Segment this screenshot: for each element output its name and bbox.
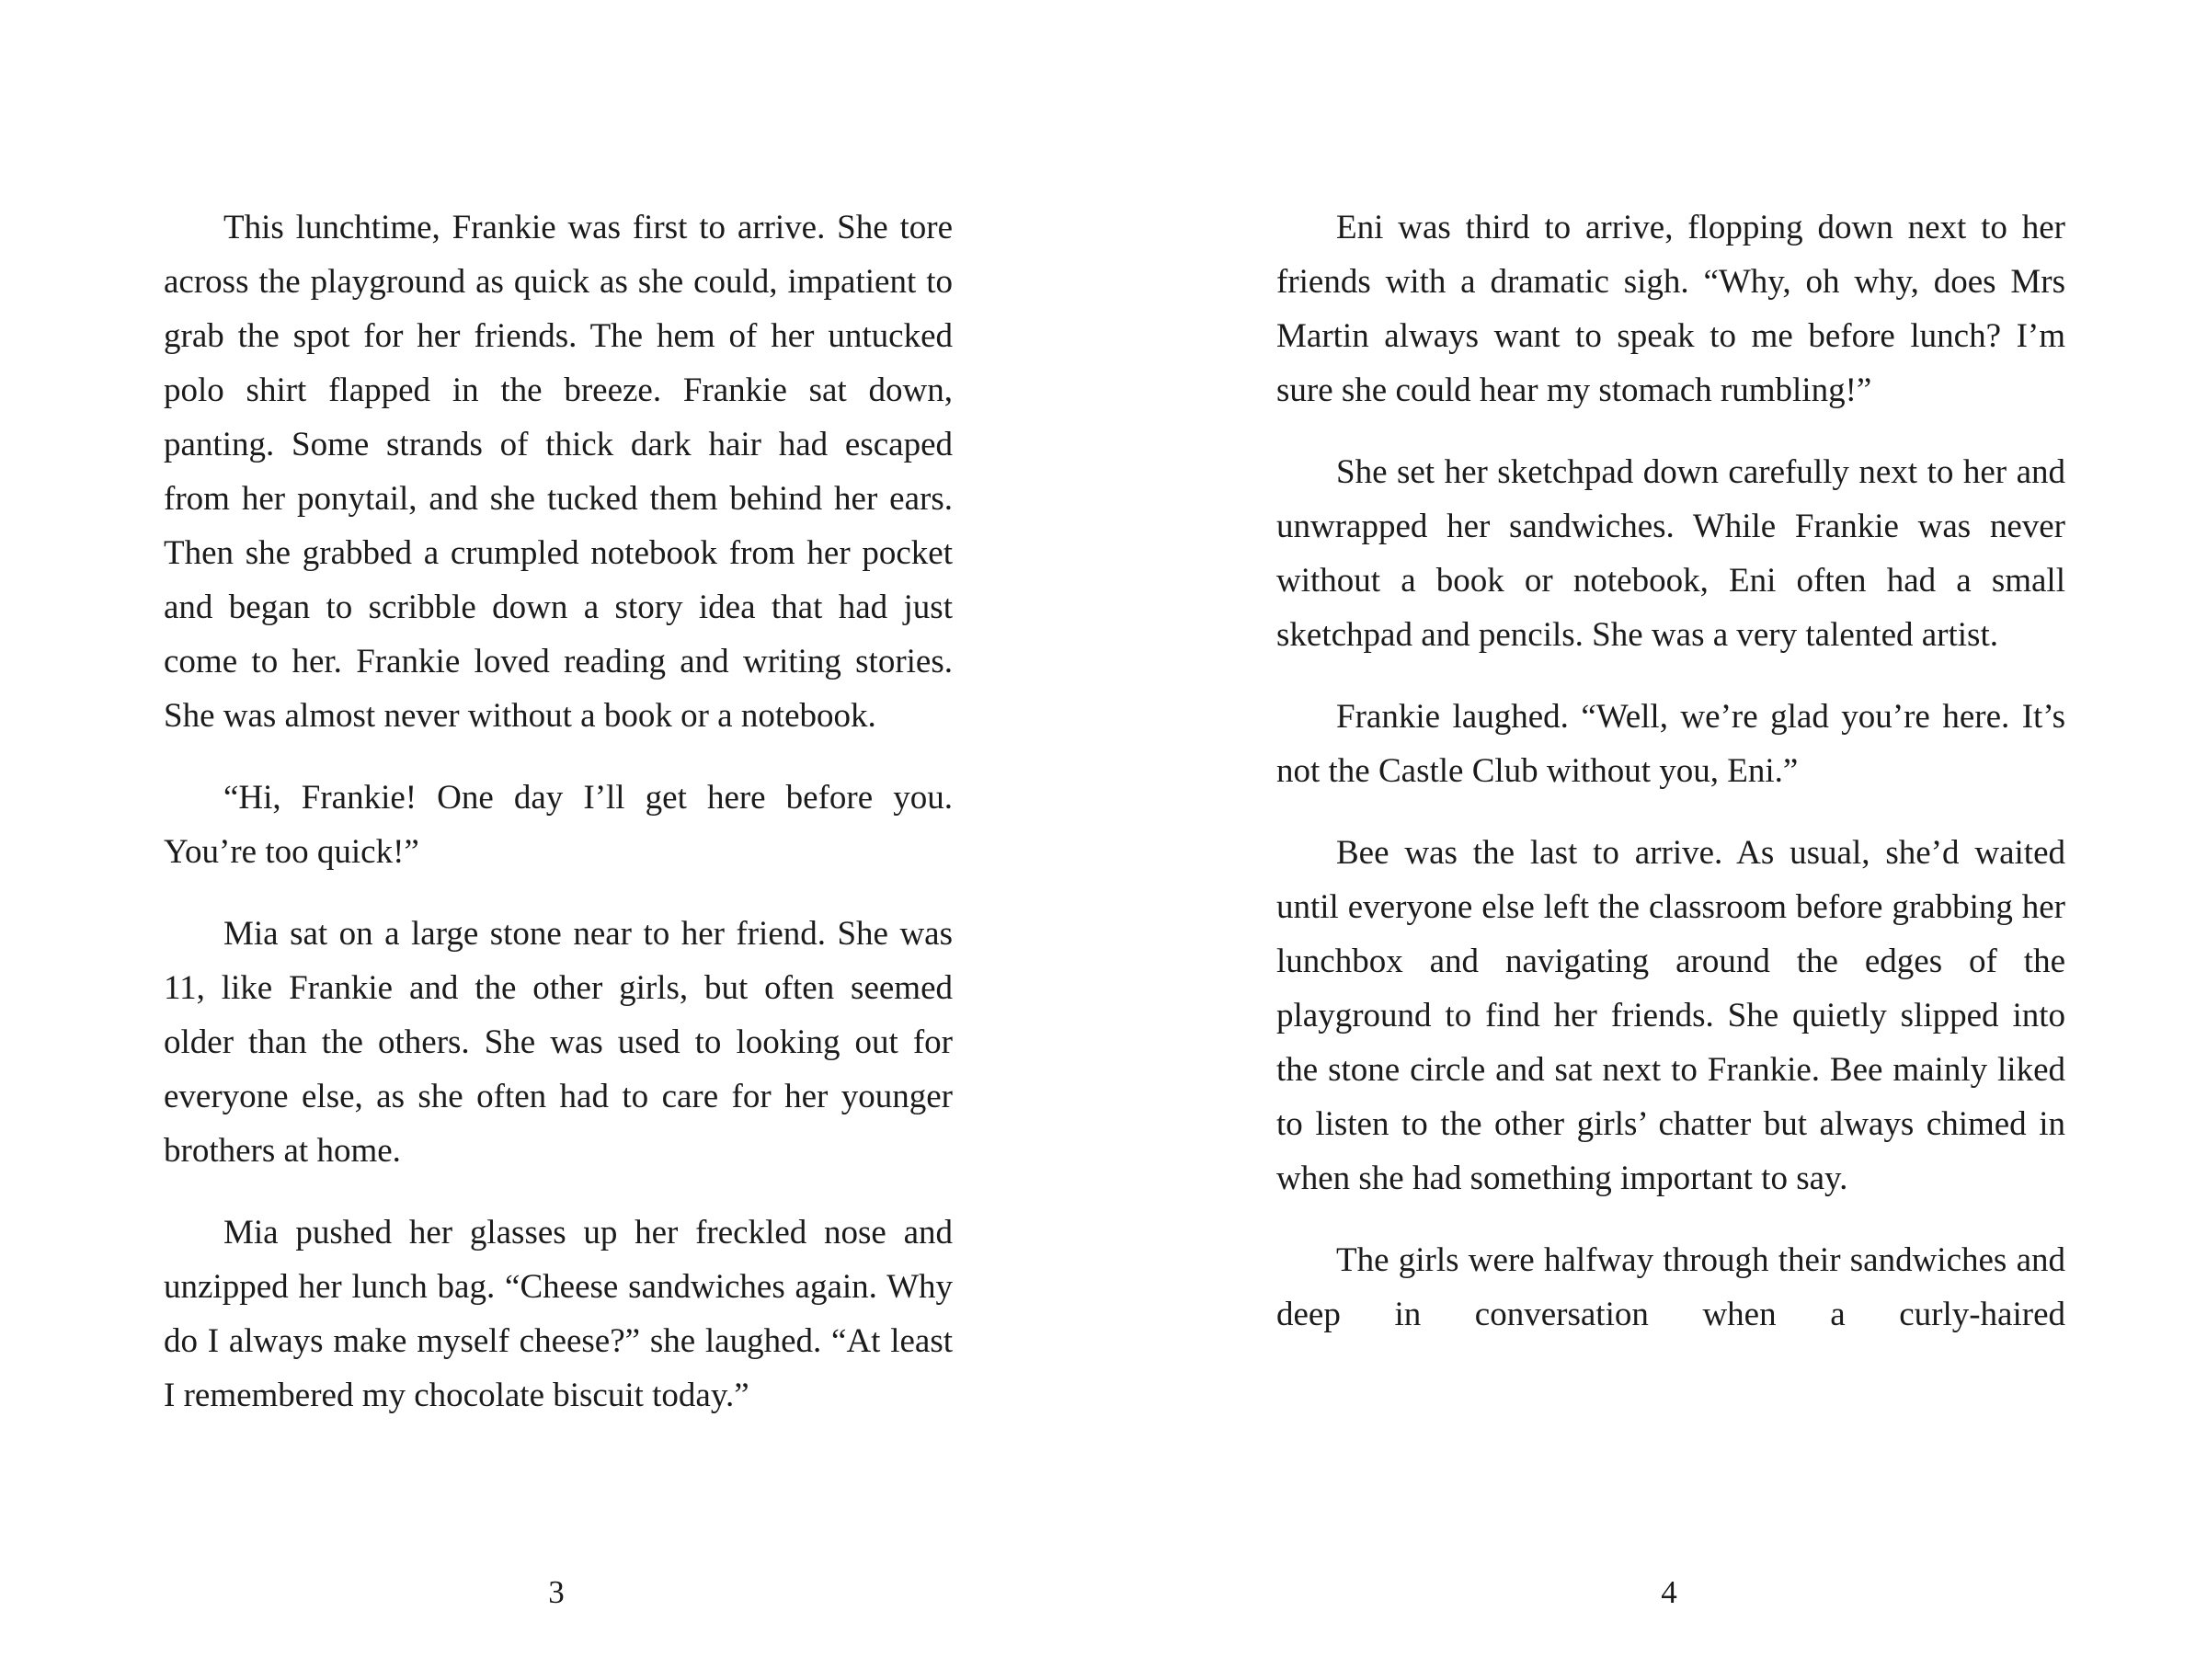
paragraph: She set her sketchpad down carefully next to her and unwrapped her sandwiches. While Frankie was never without a book or notebook, Eni often had a small sketchpad and pencils. She was a very talented artist. — [1276, 453, 2065, 654]
page-number-left: 3 — [548, 1574, 565, 1610]
paragraph: Frankie laughed. “Well, we’re glad you’re here. It’s not the Castle Club without you, Eni.” — [1276, 698, 2065, 790]
paragraph: Mia pushed her glasses up her freckled nose and unzipped her lunch bag. “Cheese sandwiches again. Why do I always make myself cheese?” she laughed. “At least I remembered my chocolate biscuit today.” — [164, 1214, 953, 1414]
paragraph: Eni was third to arrive, flopping down next to her friends with a dramatic sigh. “Why, oh why, does Mrs Martin always want to speak to me before lunch? I’m sure she could hear my stomach rumbling!” — [1276, 209, 2065, 409]
paragraph: “Hi, Frankie! One day I’ll get here before you. You’re too quick!” — [164, 779, 953, 871]
page-right — [1276, 200, 2065, 1342]
page-left — [164, 200, 953, 1423]
paragraph: Mia sat on a large stone near to her friend. She was 11, like Frankie and the other girls, but often seemed older than the others. She was used to looking out for everyone else, as she often had to care for her younger brothers at home. — [164, 915, 953, 1170]
page-number-right: 4 — [1661, 1574, 1677, 1610]
paragraph: The girls were halfway through their sandwiches and deep in conversation when a curly-haired — [1276, 1241, 2065, 1333]
paragraph: This lunchtime, Frankie was first to arrive. She tore across the playground as quick as she could, impatient to grab the spot for her friends. The hem of her untucked polo shirt flapped in the breeze. Frankie sat down, panting. Some strands of thick dark hair had escaped from her ponytail, and she tucked them behind her ears. Then she grabbed a crumpled notebook from her pocket and began to scribble down a story idea that had just come to her. Frankie loved reading and writing stories. She was almost never without a book or a notebook. — [164, 209, 953, 735]
paragraph: Bee was the last to arrive. As usual, she’d waited until everyone else left the classroom before grabbing her lunchbox and navigating around the edges of the playground to find her friends. She quietly slipped into the stone circle and sat next to Frankie. Bee mainly liked to listen to the other girls’ chatter but always chimed in when she had something important to say. — [1276, 834, 2065, 1197]
